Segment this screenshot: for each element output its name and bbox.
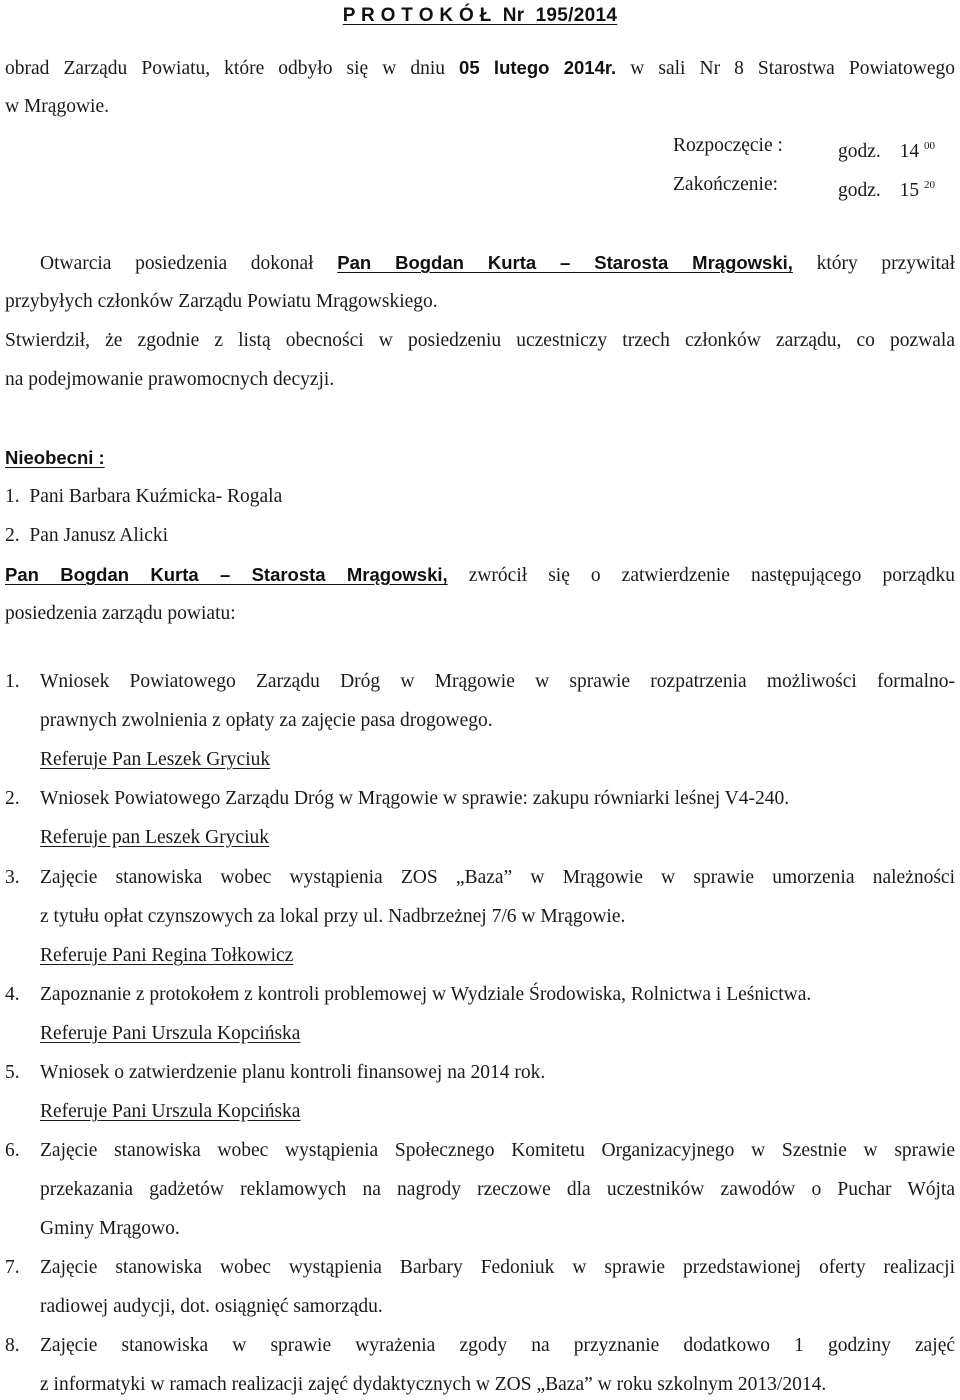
end-godz: godz. — [838, 180, 881, 201]
agenda-intro-text: zwrócił się o zatwierdzenie następującego porządku — [468, 565, 955, 586]
intro-line-2: w Mrągowie. — [5, 96, 109, 117]
end-time-value — [838, 173, 935, 203]
agenda-intro-line-2: posiedzenia zarządu powiatu: — [5, 603, 236, 624]
agenda-item-2-referent: Referuje pan Leszek Gryciuk — [40, 827, 270, 848]
agenda-item-7-line-2: radiowej audycji, dot. osiągnięć samorządu. — [40, 1296, 383, 1317]
opening-text-2: który przywitał — [816, 253, 956, 274]
agenda-item-7-line-1: Zajęcie stanowiska wobec wystąpienia Barbary Fedoniuk w sprawie przedstawionej oferty realizacji — [40, 1257, 955, 1278]
intro-text-1: obrad Zarządu Powiatu, które odbyło się w dniu — [5, 58, 445, 79]
intro-text-2: w sali Nr 8 Starostwa Powiatowego — [630, 58, 955, 79]
agenda-item-4-line-1: Zapoznanie z protokołem z kontroli problemowej w Wydziale Środowiska, Rolnictwa i Leśnictwa. — [40, 984, 812, 1005]
opening-line-1 — [40, 251, 955, 276]
starosta-name: Pan Bogdan Kurta – Starosta Mrągowski, — [337, 252, 793, 273]
opening-line-3: Stwierdził, że zgodnie z listą obecności w posiedzeniu uczestniczy trzech członków zarządu, co pozwala — [5, 330, 955, 351]
starosta-name-2: Pan Bogdan Kurta – Starosta Mrągowski, — [5, 564, 448, 585]
agenda-item-8-line-1: Zajęcie stanowiska w sprawie wyrażenia zgody na przyznanie dodatkowo 1 godziny zajęć — [40, 1335, 955, 1356]
start-label: Rozpoczęcie : — [673, 135, 783, 156]
end-minutes: 20 — [924, 179, 936, 191]
absent-heading: Nieobecni : — [5, 447, 105, 468]
start-hour: 14 — [899, 141, 920, 162]
agenda-item-6-line-3: Gminy Mrągowo. — [40, 1218, 180, 1239]
agenda-item-2-line-1: Wniosek Powiatowego Zarządu Dróg w Mrągowie w sprawie: zakupu równiarki leśnej V4-240. — [40, 788, 790, 809]
title-text: P R O T O K Ó Ł Nr 195/2014 — [342, 5, 618, 26]
opening-line-2: przybyłych członków Zarządu Powiatu Mrągowskiego. — [5, 291, 438, 312]
intro-line-1 — [5, 56, 955, 81]
end-time-row — [673, 173, 778, 197]
agenda-item-1-line-2: prawnych zwolnienia z opłaty za zajęcie pasa drogowego. — [40, 710, 493, 731]
agenda-item-7-number: 7. — [5, 1257, 20, 1278]
agenda-item-3-line-1: Zajęcie stanowiska wobec wystąpienia ZOS „Baza” w Mrągowie w sprawie umorzenia należności — [40, 867, 955, 888]
agenda-item-1-number: 1. — [5, 671, 20, 692]
agenda-item-8-number: 8. — [5, 1335, 20, 1356]
start-time-row — [673, 134, 783, 158]
agenda-item-6-line-2: przekazania gadżetów reklamowych na nagrody rzeczowe dla uczestników zawodów o Puchar Wójta — [40, 1179, 955, 1200]
opening-text-1: Otwarcia posiedzenia dokonał — [40, 253, 314, 274]
end-hour: 15 — [899, 180, 920, 201]
agenda-item-3-referent: Referuje Pani Regina Tołkowicz — [40, 945, 294, 966]
agenda-item-2-number: 2. — [5, 788, 20, 809]
agenda-item-5-referent: Referuje Pani Urszula Kopcińska — [40, 1101, 301, 1122]
agenda-item-4-number: 4. — [5, 984, 20, 1005]
absent-item-1: 1. Pani Barbara Kuźmicka- Rogala — [5, 486, 283, 507]
start-godz: godz. — [838, 141, 881, 162]
meeting-date: 05 lutego 2014r. — [459, 57, 617, 78]
agenda-item-1-referent: Referuje Pan Leszek Gryciuk — [40, 749, 271, 770]
agenda-item-3-number: 3. — [5, 867, 20, 888]
agenda-item-8-line-2: z informatyki w ramach realizacji zajęć dydaktycznych w ZOS „Baza” w roku szkolnym 2013/2014. — [40, 1374, 827, 1395]
agenda-item-6-number: 6. — [5, 1140, 20, 1161]
document-title — [0, 4, 960, 28]
opening-line-4: na podejmowanie prawomocnych decyzji. — [5, 369, 335, 390]
start-minutes: 00 — [924, 140, 936, 152]
agenda-item-1-line-1: Wniosek Powiatowego Zarządu Dróg w Mrągowie w sprawie rozpatrzenia możliwości formalno- — [40, 671, 955, 692]
agenda-item-5-line-1: Wniosek o zatwierdzenie planu kontroli finansowej na 2014 rok. — [40, 1062, 546, 1083]
agenda-item-4-referent: Referuje Pani Urszula Kopcińska — [40, 1023, 301, 1044]
agenda-item-5-number: 5. — [5, 1062, 20, 1083]
end-label: Zakończenie: — [673, 174, 779, 195]
absent-item-2: 2. Pan Janusz Alicki — [5, 525, 169, 546]
agenda-item-6-line-1: Zajęcie stanowiska wobec wystąpienia Społecznego Komitetu Organizacyjnego w Szestnie w sprawie — [40, 1140, 955, 1161]
start-time-value — [838, 134, 935, 164]
agenda-intro-line-1 — [5, 563, 955, 588]
agenda-item-3-line-2: z tytułu opłat czynszowych za lokal przy ul. Nadbrzeżnej 7/6 w Mrągowie. — [40, 906, 626, 927]
